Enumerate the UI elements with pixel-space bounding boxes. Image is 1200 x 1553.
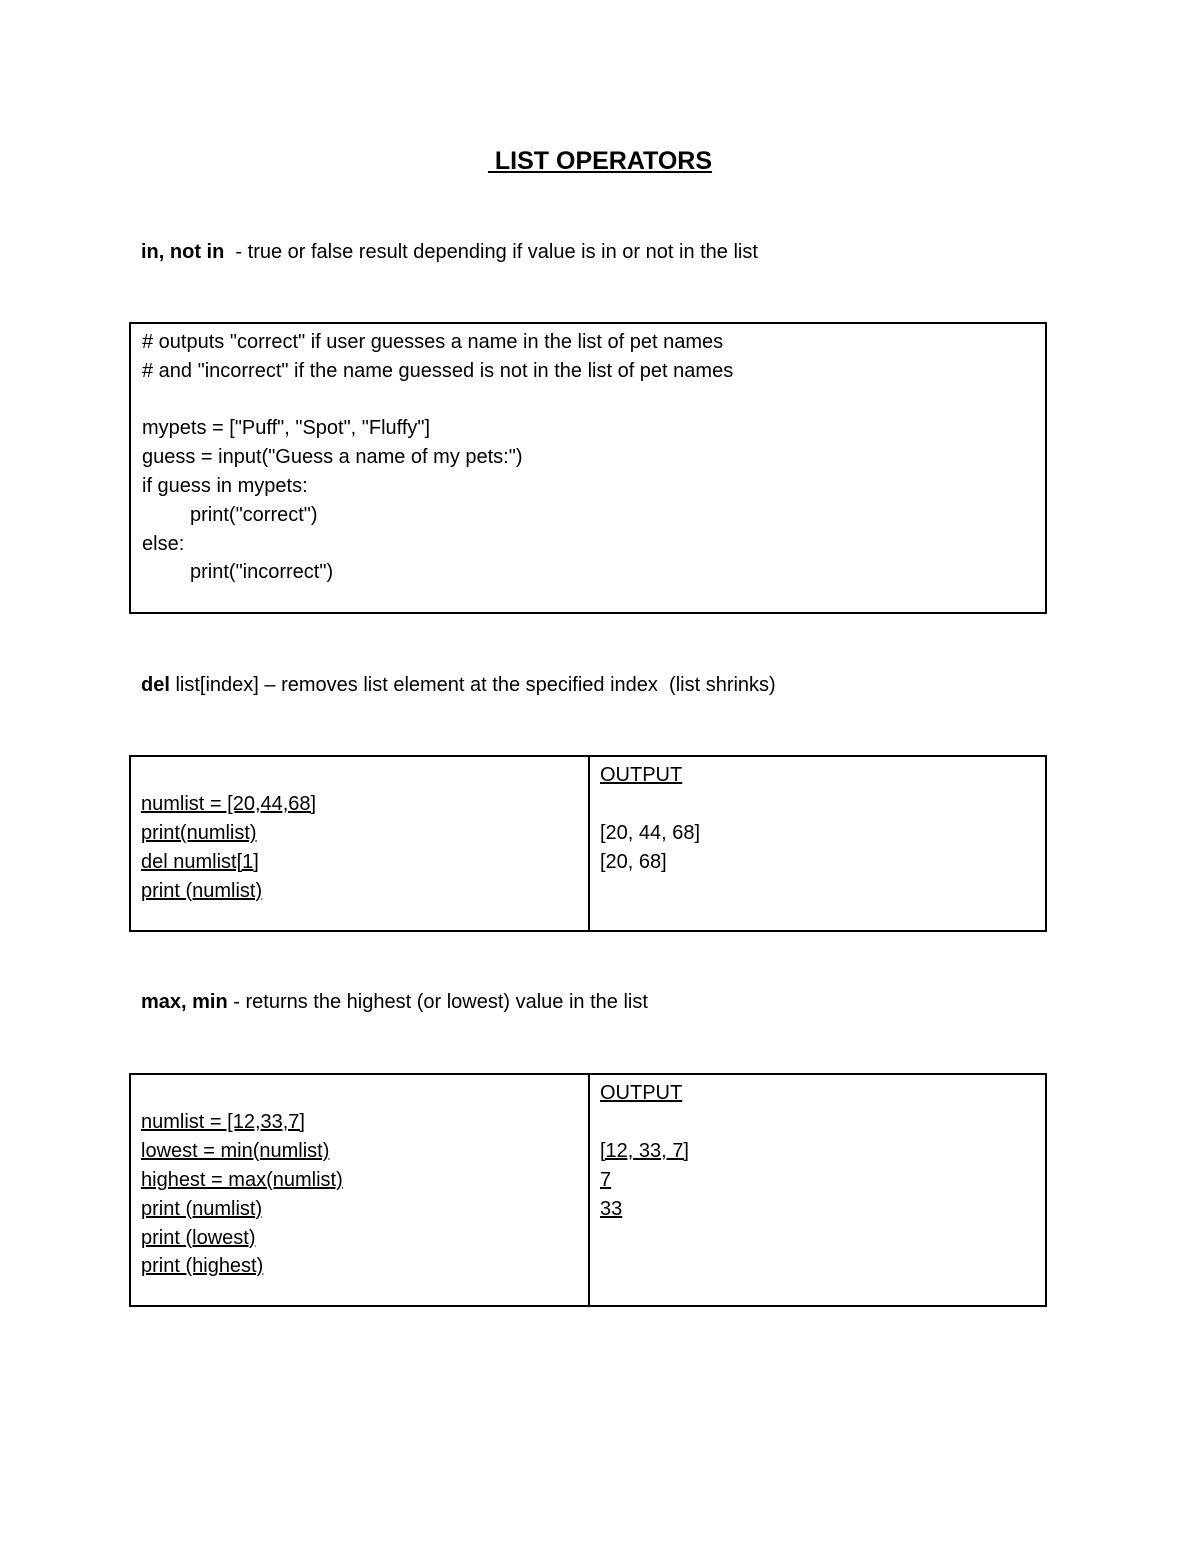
code-line: print (numlist) bbox=[141, 879, 263, 902]
code-line: print(numlist) bbox=[141, 822, 257, 845]
code-line: mypets = ["Puff", "Spot", "Fluffy"] bbox=[142, 417, 431, 440]
code-line: if guess in mypets: bbox=[142, 474, 308, 497]
page-title: LIST OPERATORS bbox=[487, 147, 713, 175]
code-line: print (lowest) bbox=[141, 1226, 256, 1249]
code-table-max-min bbox=[129, 1073, 1047, 1307]
section-heading-del bbox=[141, 673, 776, 697]
code-line: highest = max(numlist) bbox=[141, 1168, 343, 1191]
heading-keyword: del bbox=[141, 674, 170, 696]
code-line: else: bbox=[142, 532, 185, 555]
output-line: [12, 33, 7] bbox=[600, 1140, 689, 1163]
code-line: numlist = [20,44,68] bbox=[141, 793, 317, 816]
code-line: lowest = min(numlist) bbox=[141, 1140, 330, 1163]
output-line: 33 bbox=[600, 1197, 623, 1220]
code-line: print("correct") bbox=[190, 503, 318, 526]
section-heading-max-min bbox=[141, 990, 648, 1014]
heading-description: - returns the highest (or lowest) value in the list bbox=[227, 991, 648, 1013]
output-label: OUTPUT bbox=[600, 1082, 683, 1104]
output-line: 7 bbox=[600, 1168, 612, 1191]
code-line: print (numlist) bbox=[141, 1197, 263, 1220]
heading-description: - true or false result depending if value is in or not in the list bbox=[224, 241, 758, 263]
code-table-del bbox=[129, 755, 1047, 932]
code-line: print("incorrect") bbox=[190, 561, 334, 584]
code-column bbox=[131, 1075, 590, 1305]
heading-description: list[index] – removes list element at the specified index (list shrinks) bbox=[169, 674, 776, 696]
code-line: del numlist[1] bbox=[141, 850, 259, 873]
code-line: guess = input("Guess a name of my pets:") bbox=[142, 446, 523, 469]
code-line: # and "incorrect" if the name guessed is not in the list of pet names bbox=[142, 359, 734, 382]
code-line bbox=[142, 386, 1045, 415]
heading-keyword: max, min bbox=[141, 991, 228, 1013]
section-heading-in-not-in bbox=[141, 240, 758, 264]
output-column bbox=[590, 1075, 1045, 1305]
code-line: # outputs "correct" if user guesses a name in the list of pet names bbox=[142, 331, 724, 353]
heading-keyword: in, not in bbox=[141, 241, 225, 263]
output-line: [20, 68] bbox=[600, 850, 667, 873]
code-line: print (highest) bbox=[141, 1255, 264, 1278]
output-line: [20, 44, 68] bbox=[600, 822, 701, 845]
output-label: OUTPUT bbox=[600, 764, 683, 786]
output-column bbox=[590, 757, 1045, 930]
code-box-in-not-in bbox=[129, 322, 1047, 614]
code-line: numlist = [12,33,7] bbox=[141, 1111, 305, 1134]
code-column bbox=[131, 757, 590, 930]
